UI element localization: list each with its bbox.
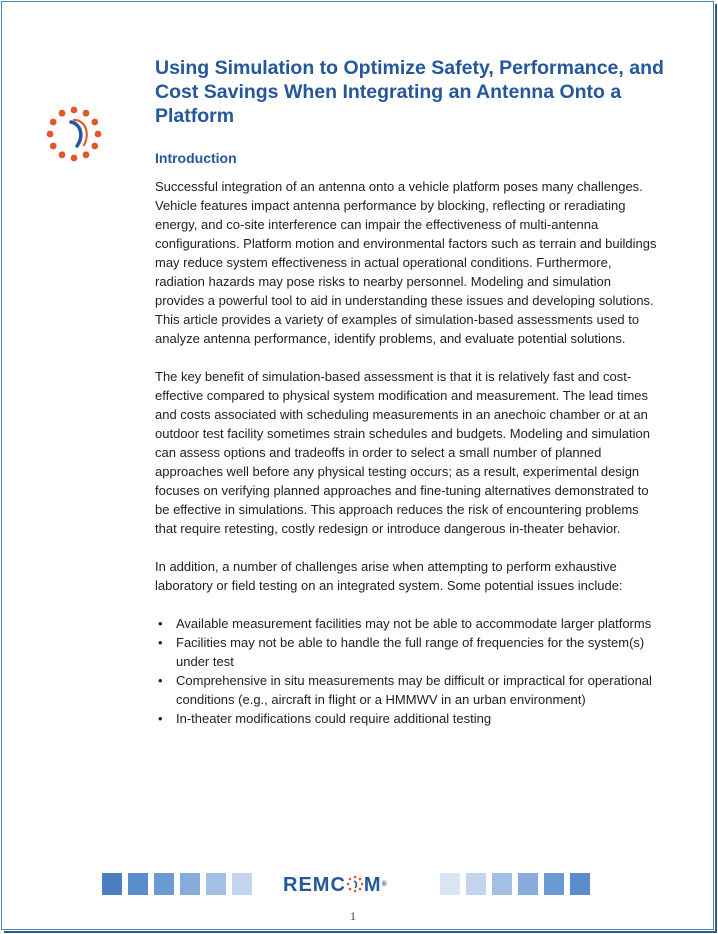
paragraph-intro: Successful integration of an antenna onto a vehicle platform poses many challenges. Vehicle features impact antenna performance by blocking, reflecting or reradiating energy, and co-site interference can impair the effectiveness of multi-antenna configurations. Platform motion and environmental factors such as terrain and buildings may reduce system effectiveness in actual operational conditions. Furthermore, radiation hazards may pose risks to nearby personnel. Modeling and simulation provides a powerful tool to aid in understanding these issues and developing solutions. This article provides a variety of examples of simulation-based assessments used to analyze antenna performance, identify problems, and evaluate potential solutions. xyxy=(155,179,657,346)
footer-square xyxy=(518,873,538,895)
paragraph-challenges: In addition, a number of challenges arise when attempting to perform exhaustive laboratory or field testing on an integrated system. Some potential issues include: xyxy=(155,559,623,593)
footer-square xyxy=(544,873,564,895)
wordmark-suffix: M xyxy=(363,874,382,896)
bullet-item xyxy=(155,671,663,709)
bullet-icon: • xyxy=(158,635,163,650)
challenges-bullet-list xyxy=(155,614,663,728)
footer-square xyxy=(570,873,590,895)
footer-square xyxy=(232,873,252,895)
paragraph-benefits: The key benefit of simulation-based assessment is that it is relatively fast and cost-effective compared to physical system modification and measurement. The lead times and costs associated with scheduling measurements in an anechoic chamber or at an outdoor test facility sometimes strain schedules and budgets. Modeling and simulation can assess options and tradeoffs in order to select a small number of planned approaches well before any physical testing occurs; as a result, experimental design focuses on verifying planned approaches and fine-tuning alternatives demonstrated to be effective in simulations. This approach reduces the risk of encountering problems that require retesting, costly redesign or introduce dangerous in-theater behavior. xyxy=(155,369,650,536)
remcom-wordmark xyxy=(283,875,423,895)
page-number: 1 xyxy=(350,909,356,923)
footer-square xyxy=(102,873,122,895)
bullet-text: Facilities may not be able to handle the full range of frequencies for the system(s) under test xyxy=(176,635,645,669)
bullet-icon: • xyxy=(158,711,163,726)
bullet-icon: • xyxy=(158,673,163,688)
bullet-text: Available measurement facilities may not be able to accommodate larger platforms xyxy=(176,616,652,631)
body-text xyxy=(155,177,663,728)
bullet-item xyxy=(155,614,663,633)
wordmark-o-icon xyxy=(346,875,364,893)
bullet-text: Comprehensive in situ measurements may be difficult or impractical for operational conditions (e.g., aircraft in flight or a HMMWV in an urban environment) xyxy=(176,673,652,707)
footer-square xyxy=(180,873,200,895)
remcom-logo-mark xyxy=(44,104,104,164)
bullet-item xyxy=(155,709,663,728)
wordmark-prefix: REMC xyxy=(283,874,346,896)
document-title: Using Simulation to Optimize Safety, Performance, and Cost Savings When Integrating an Antenna Onto a Platform xyxy=(155,57,664,127)
footer-square xyxy=(154,873,174,895)
bullet-item xyxy=(155,633,663,671)
section-heading-introduction: Introduction xyxy=(155,150,237,166)
bullet-text: In-theater modifications could require additional testing xyxy=(176,711,492,726)
footer-square xyxy=(128,873,148,895)
footer-square xyxy=(440,873,460,895)
footer-square xyxy=(466,873,486,895)
footer-square xyxy=(206,873,226,895)
footer-square xyxy=(492,873,512,895)
registered-mark: ® xyxy=(381,881,387,888)
bullet-icon: • xyxy=(158,616,163,631)
